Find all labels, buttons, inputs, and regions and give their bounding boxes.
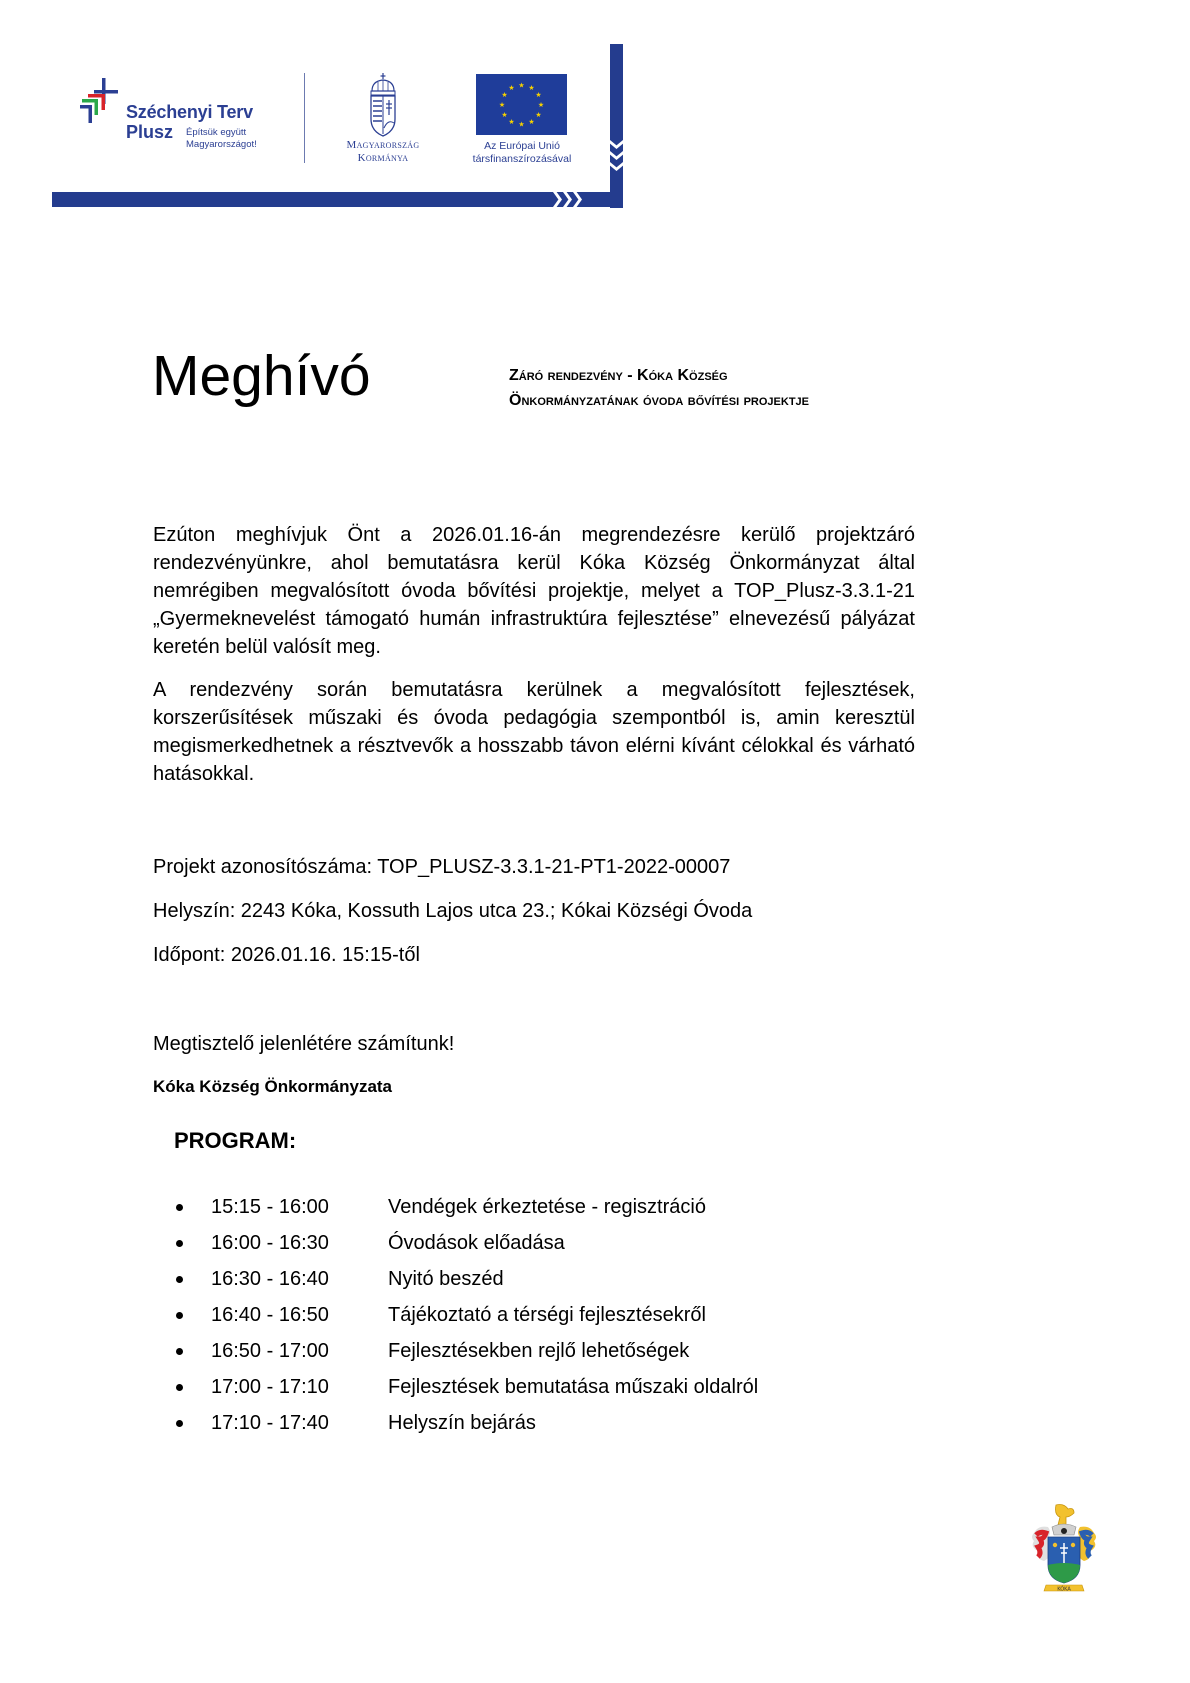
svg-text:★: ★ (537, 101, 545, 109)
program-time: 16:40 - 16:50 (211, 1304, 329, 1326)
program-description: Helyszín bejárás (388, 1412, 536, 1434)
funding-banner (0, 0, 640, 220)
program-list (0, 1193, 1190, 1445)
chevron-down-icon (610, 140, 623, 171)
signature: Kóka Község Önkormányzata (153, 1077, 393, 1096)
program-item (0, 1373, 1190, 1409)
event-time: Időpont: 2026.01.16. 15:15-től (153, 944, 420, 966)
program-time: 16:50 - 17:00 (211, 1340, 329, 1362)
program-item (0, 1229, 1190, 1265)
eu-cofinancing-label: Az Európai Unió társfinanszírozásával (472, 140, 572, 165)
closing-line: Megtisztelő jelenlétére számítunk! (153, 1033, 455, 1055)
hungarian-government-label: Magyarország Kormánya (346, 139, 420, 164)
invitation-paragraph-1: Ezúton meghívjuk Önt a 2026.01.16-án megrendezésre kerülő projektzáró rendezvényünkre, ahol bemutatásra kerül Kóka Község Önkormányzat által nemrégiben megvalósított óvoda bővítési projektje, melyet a TOP_Plusz-3.3.1-21 „Gyermeknevelést támogató humán infrastruktúra fejlesztése” elnevezésű pályázat keretén belül valósít meg. (153, 524, 915, 658)
szechenyi-cross-icon (80, 78, 126, 128)
program-description: Tájékoztató a térségi fejlesztésekről (388, 1304, 706, 1326)
program-description: Fejlesztések bemutatása műszaki oldalról (388, 1376, 759, 1398)
svg-text:★: ★ (528, 84, 535, 92)
szechenyi-plus: Plusz (126, 122, 174, 142)
event-subtitle-line2: Önkormányzatának óvoda bővítési projektje (509, 392, 809, 409)
bullet-icon (176, 1240, 183, 1247)
svg-text:★: ★ (508, 118, 515, 126)
event-subtitle-line1: Záró rendezvény - Kóka Község (509, 367, 728, 384)
koka-coat-of-arms-icon (1028, 1503, 1100, 1595)
page-title: Meghívó (152, 344, 371, 408)
program-item (0, 1265, 1190, 1301)
eu-stars-icon (476, 74, 567, 135)
svg-text:KÓKA: KÓKA (1057, 1586, 1071, 1593)
svg-text:★: ★ (501, 91, 508, 99)
program-description: Óvodások előadása (388, 1232, 565, 1254)
program-time: 16:00 - 16:30 (211, 1232, 329, 1254)
svg-text:★: ★ (528, 118, 535, 126)
svg-text:★: ★ (518, 81, 525, 90)
program-time: 17:10 - 17:40 (211, 1412, 329, 1434)
svg-text:★: ★ (535, 111, 542, 119)
szechenyi-title: Széchenyi Terv (126, 102, 253, 122)
hungarian-coat-of-arms-icon (368, 73, 398, 137)
bullet-icon (176, 1384, 183, 1391)
project-id: Projekt azonosítószáma: TOP_PLUSZ-3.3.1-21-PT1-2022-00007 (153, 856, 731, 878)
invitation-paragraph-2: A rendezvény során bemutatásra kerülnek a megvalósított fejlesztések, korszerűsítések műszaki és óvoda pedagógia szempontból is, amin keresztül megismerkedhetnek a résztvevők a hosszabb távon elérni kívánt célokkal és várható hatásokkal. (153, 679, 915, 785)
program-heading: PROGRAM: (174, 1128, 297, 1153)
svg-text:★: ★ (508, 84, 515, 92)
program-time: 16:30 - 16:40 (211, 1268, 329, 1290)
szechenyi-terv-plusz-logo (80, 78, 280, 158)
program-item (0, 1301, 1190, 1337)
event-subtitle (509, 363, 809, 413)
program-time: 15:15 - 16:00 (211, 1196, 329, 1218)
svg-text:★: ★ (535, 91, 542, 99)
bullet-icon (176, 1312, 183, 1319)
program-description: Fejlesztésekben rejlő lehetőségek (388, 1340, 690, 1362)
program-item (0, 1193, 1190, 1229)
program-time: 17:00 - 17:10 (211, 1376, 329, 1398)
program-item (0, 1337, 1190, 1373)
bullet-icon (176, 1348, 183, 1355)
szechenyi-slogan: Építsük együtt Magyarországot! (186, 127, 257, 150)
svg-text:★: ★ (501, 111, 508, 119)
bullet-icon (176, 1204, 183, 1211)
program-item (0, 1409, 1190, 1445)
bullet-icon (176, 1420, 183, 1427)
banner-vertical-bar (610, 44, 623, 208)
chevron-right-icon (553, 192, 582, 207)
event-location: Helyszín: 2243 Kóka, Kossuth Lajos utca 23.; Kókai Községi Óvoda (153, 900, 753, 922)
eu-flag-icon (476, 74, 567, 135)
logo-divider (304, 73, 305, 163)
program-description: Nyitó beszéd (388, 1268, 504, 1290)
bullet-icon (176, 1276, 183, 1283)
banner-horizontal-bar (52, 192, 623, 207)
svg-text:★: ★ (498, 101, 506, 109)
svg-text:★: ★ (518, 120, 525, 129)
program-description: Vendégek érkeztetése - regisztráció (388, 1196, 706, 1218)
